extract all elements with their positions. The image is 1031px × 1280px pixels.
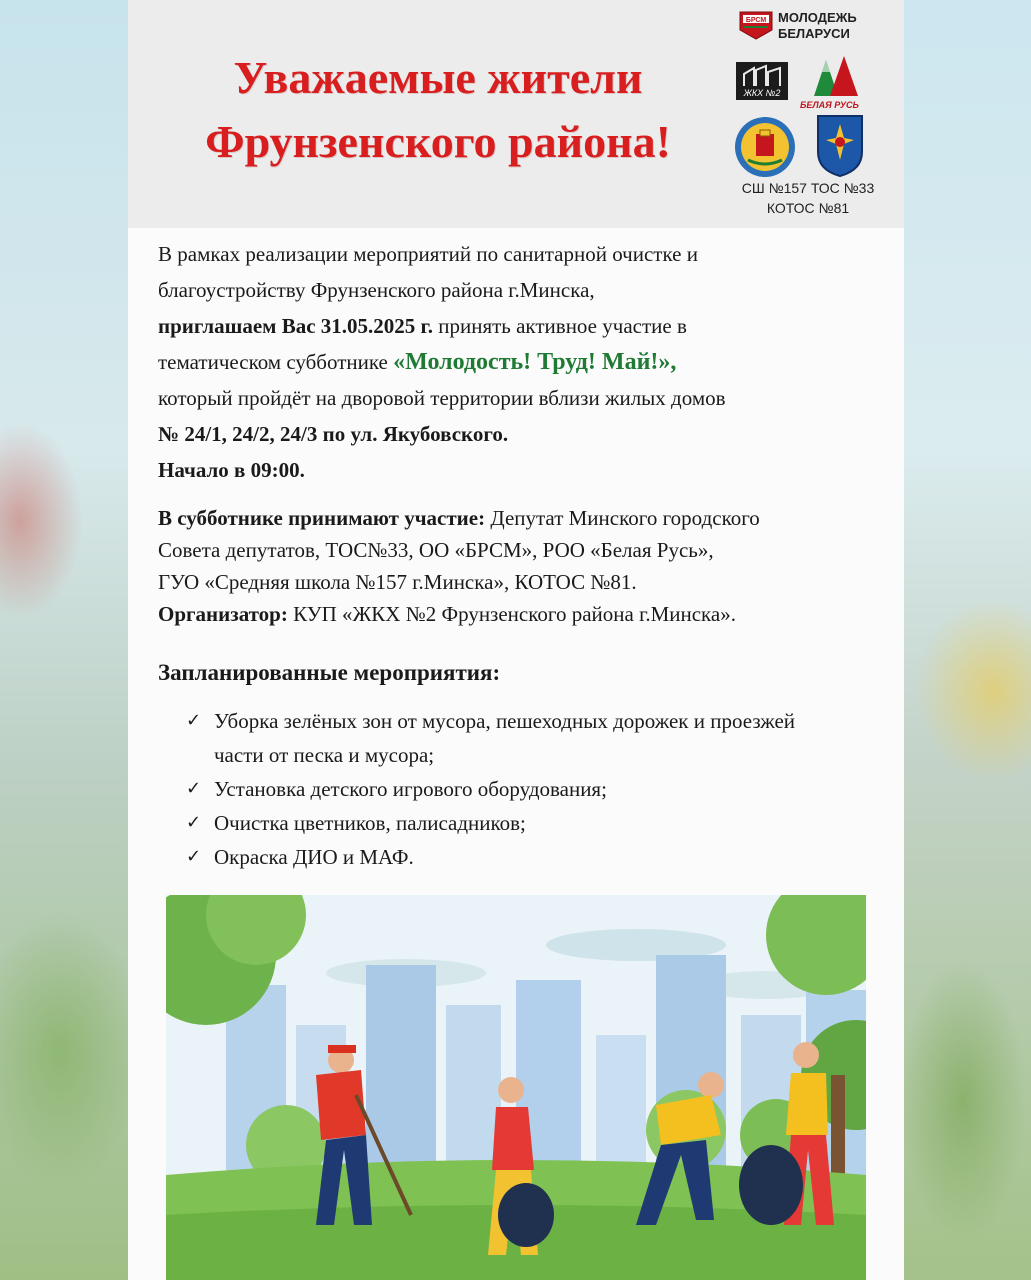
- organizer-line: Организатор: КУП «ЖКХ №2 Фрунзенского района г.Минска».: [158, 602, 736, 626]
- event-start-time: Начало в 09:00.: [158, 458, 305, 482]
- logos-caption: СШ №157 ТОС №33 КОТОС №81: [741, 180, 875, 216]
- title-line-2: Фрунзенского района!: [205, 116, 671, 167]
- intro-line-5: который пройдёт на дворовой территории вблизи жилых домов: [158, 386, 726, 410]
- school-157-emblem: [734, 116, 796, 178]
- list-item: ✓ Очистка цветников, палисадников;: [186, 806, 846, 840]
- cleanup-illustration: [166, 895, 866, 1280]
- partner-logos: [728, 6, 888, 221]
- intro-line-3: приглашаем Вас 31.05.2025 г. принять активное участие в: [158, 314, 687, 338]
- zhkh-logo: [736, 62, 788, 100]
- title-line-1: Уважаемые жители: [233, 52, 643, 103]
- belaya-rus-label: БЕЛАЯ РУСЬ: [800, 100, 859, 110]
- intro-line-1: В рамках реализации мероприятий по санитарной очистке и: [158, 242, 698, 266]
- poster-title: [148, 46, 728, 174]
- participants-block: [158, 502, 888, 630]
- event-slogan: «Молодость! Труд! Май!»,: [393, 349, 677, 375]
- svg-text:БРСМ: БРСМ: [745, 17, 767, 24]
- intro-line-4: тематическом субботнике «Молодость! Труд! Май!»,: [158, 349, 677, 375]
- event-address: № 24/1, 24/2, 24/3 по ул. Якубовского.: [158, 422, 509, 446]
- planned-activities-title: Запланированные мероприятия:: [158, 660, 501, 685]
- svg-text:ЖКХ №2: ЖКХ №2: [743, 88, 781, 98]
- invitation-text: [158, 236, 878, 488]
- belaya-rus-logo: [804, 52, 870, 100]
- blurred-background-left: [0, 0, 128, 1280]
- brsm-name: МОЛОДЕЖЬ БЕЛАРУСИ: [778, 10, 857, 41]
- planned-activities-list: [186, 704, 846, 874]
- participants-line-3: ГУО «Средняя школа №157 г.Минска», КОТОС №81.: [158, 570, 637, 594]
- announcement-poster: [128, 0, 904, 1280]
- check-icon: ✓: [186, 710, 202, 731]
- blurred-background-right: [903, 0, 1031, 1280]
- brsm-logo: [738, 10, 774, 40]
- intro-line-2: благоустройству Фрунзенского района г.Минска,: [158, 278, 595, 302]
- participants-line-1: В субботнике принимают участие: Депутат Минского городского: [158, 506, 760, 530]
- participants-line-2: Совета депутатов, ТОС№33, ОО «БРСМ», РОО «Белая Русь»,: [158, 538, 714, 562]
- check-icon: ✓: [186, 778, 202, 799]
- tos-33-emblem: [814, 112, 866, 178]
- list-item: ✓ Уборка зелёных зон от мусора, пешеходных дорожек и проезжей части от песка и мусора;: [186, 704, 846, 772]
- list-item: ✓ Окраска ДИО и МАФ.: [186, 840, 846, 874]
- check-icon: ✓: [186, 812, 202, 833]
- check-icon: ✓: [186, 846, 202, 867]
- list-item: ✓ Установка детского игрового оборудования;: [186, 772, 846, 806]
